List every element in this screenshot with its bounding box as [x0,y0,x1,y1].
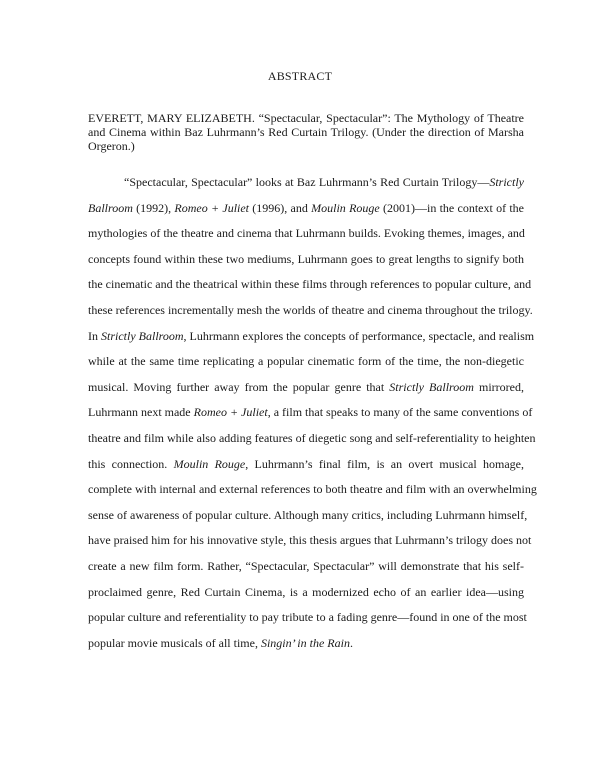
text-run: (1992), [132,200,175,215]
text-run: , Luhrmann explores the concepts of performance, spectacle, and realism [183,328,535,343]
paragraph-line: concepts found within these two mediums, Luhrmann goes to great lengths to signify both [88,251,524,266]
text-run: , Luhrmann’s final film, is an overt musical homage, [245,456,525,471]
paragraph-line [88,375,524,401]
page-title: ABSTRACT [267,69,333,83]
paragraph-line: while at the same time replicating a popular cinematic form of the time, the non-diegetic [88,354,524,369]
film-title: Ballroom [88,200,133,215]
text-run: mirrored, [473,379,524,394]
paragraph-line: popular culture and referentiality to pay tribute to a fading genre—found in one of the most [88,610,527,625]
film-title: Moulin Rouge [311,200,380,215]
paragraph-line [88,452,524,478]
text-run: , a film that speaks to many of the same conventions of [267,405,533,420]
citation-line-1: EVERETT, MARY ELIZABETH. “Spectacular, Spectacular”: The Mythology of Theatre [88,111,524,125]
film-title: Singin’ in the Rain [260,635,350,650]
citation-header [88,111,524,153]
film-title: Strictly Ballroom [101,328,184,343]
paragraph-line: complete with internal and external references to both theatre and film with an overwhelming [88,482,537,497]
text-run: musical. Moving further away from the popular genre that [88,379,390,394]
paragraph-line: proclaimed genre, Red Curtain Cinema, is a modernized echo of an earlier idea—using [88,584,524,599]
text-run: . [349,635,353,650]
paragraph-line: create a new film form. Rather, “Spectacular, Spectacular” will demonstrate that his self- [88,558,524,573]
text-run: popular movie musicals of all time, [88,635,261,650]
paragraph-line [88,400,533,426]
abstract-paragraph [88,170,537,656]
text-run: (1996), and [249,200,312,215]
film-title: Romeo + Juliet [193,405,268,420]
paragraph-line: sense of awareness of popular culture. Although many critics, including Luhrmann himself, [88,507,528,522]
film-title: Romeo + Juliet [174,200,250,215]
paragraph-line [88,196,524,222]
paragraph-line: the cinematic and the theatrical within these films through references to popular culture, and [88,277,532,292]
paragraph-line: these references incrementally mesh the worlds of theatre and cinema throughout the trilogy. [88,302,533,317]
paragraph-line [88,631,524,657]
paragraph-line [88,324,535,350]
text-run: (2001)—in the context of the [379,200,525,215]
text-run: this connection. [88,456,174,471]
paragraph-line: theatre and film while also adding features of diegetic song and self-referentiality to heighten [88,430,536,445]
text-run: In [88,328,101,343]
citation-line-3: Orgeron.) [88,139,135,153]
citation-line-2: and Cinema within Baz Luhrmann’s Red Curtain Trilogy. (Under the direction of Marsha [88,125,524,139]
text-run: Luhrmann next made [88,405,194,420]
film-title: Strictly [489,175,524,189]
text-run: “Spectacular, Spectacular” looks at Baz Luhrmann’s Red Curtain Trilogy— [124,175,490,189]
film-title: Strictly Ballroom [389,379,474,394]
paragraph-line: mythologies of the theatre and cinema that Luhrmann builds. Evoking themes, images, and [88,226,525,241]
paragraph-line: have praised him for his innovative style, this thesis argues that Luhrmann’s trilogy does not [88,533,532,548]
paragraph-line [88,170,524,196]
film-title: Moulin Rouge [173,456,246,471]
